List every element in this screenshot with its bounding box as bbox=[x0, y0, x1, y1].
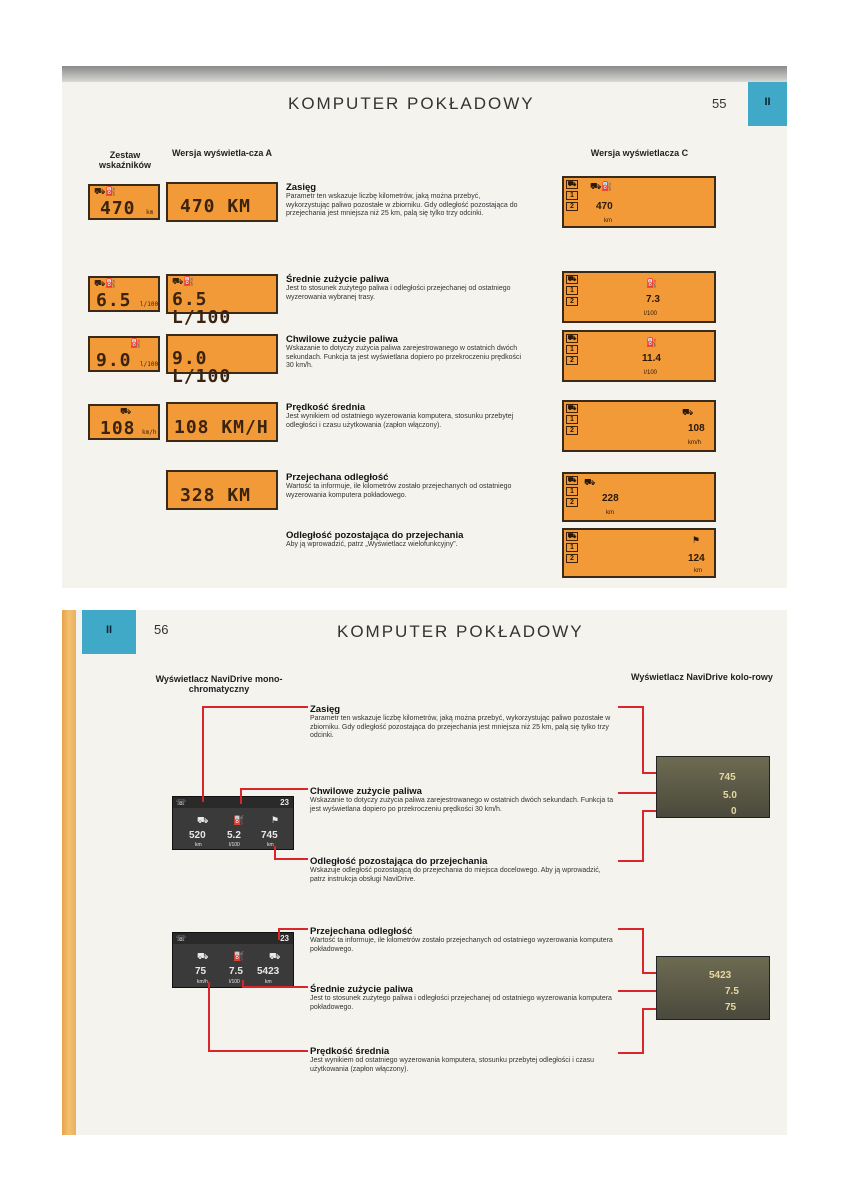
fuel-pump-icon: ⛽ bbox=[646, 278, 658, 288]
section-distance: Przejechana odległość Wartość ta informuje, ile kilometrów zostało przejechanych od ostatniego wyzerowania komputera pokładowego. bbox=[310, 926, 613, 953]
chapter-tab: II bbox=[82, 610, 136, 654]
fuel-pump-icon: ⛽ bbox=[130, 339, 142, 349]
page-title: KOMPUTER POKŁADOWY bbox=[337, 622, 584, 641]
version-c-display-distance: ⛟ 1 2 ⛟ 228 km bbox=[562, 472, 716, 522]
page-title: KOMPUTER POKŁADOWY bbox=[288, 94, 535, 113]
car-fuel-icon: ⛟⛽ bbox=[590, 181, 613, 191]
column-head-version-a: Wersja wyświetla-cza A bbox=[171, 148, 273, 158]
version-a-display-current-consumption: 9.0 L/100 bbox=[166, 334, 278, 374]
version-a-display-range: 470 KM bbox=[166, 182, 278, 222]
color-display-2: 5423 7.5 75 bbox=[656, 956, 770, 1020]
section-remaining-distance: Odległość pozostająca do przejechania Aby ją wprowadzić, patrz „Wyświetlacz wielofunkcyjny”. bbox=[286, 530, 464, 548]
car-icon: ⛟ bbox=[567, 477, 577, 484]
version-c-display-current-consumption: ⛟ 1 2 ⛽ 11.4 l/100 bbox=[562, 330, 716, 382]
mono-display-2: ☏ 23 75 7.5 5423 km/h l/100 km ⛟ ⛽ ⛟ bbox=[172, 932, 294, 988]
cluster-display-current-consumption: ⛽ 9.0 l/100 bbox=[88, 336, 160, 372]
cluster-display-avg-consumption: ⛟⛽ 6.5 l/100 bbox=[88, 276, 160, 312]
phone-icon: ☏ bbox=[176, 934, 187, 943]
page-number: 56 bbox=[154, 622, 169, 637]
section-avg-consumption: Średnie zużycie paliwa Jest to stosunek zużytego paliwa i odległości przejechanej od ostatniego wyzerowania wybranej trasy. bbox=[286, 274, 511, 301]
flag-icon: ⚑ bbox=[271, 815, 280, 825]
column-head-color: Wyświetlacz NaviDrive kolo-rowy bbox=[631, 672, 773, 682]
car-fuel-icon: ⛟⛽ bbox=[94, 279, 117, 289]
leader-line bbox=[642, 810, 644, 862]
leader-line bbox=[618, 792, 656, 794]
section-remaining-distance: Odległość pozostająca do przejechania Wskazuje odległość pozostającą do przejechania do miejsca docelowego. Aby ją wprowadzić, patrz instrukcja obsługi NaviDrive. bbox=[310, 856, 601, 883]
leader-line bbox=[642, 972, 656, 974]
car-icon: ⛟ bbox=[682, 407, 694, 417]
version-c-display-remaining: ⛟ 1 2 ⚑ 124 km bbox=[562, 528, 716, 578]
manual-page-56 bbox=[62, 610, 787, 1135]
car-fuel-icon: ⛟⛽ bbox=[94, 187, 117, 197]
section-avg-consumption: Średnie zużycie paliwa Jest to stosunek zużytego paliwa i odległości przejechanej od ostatniego wyzerowania komputera pokładowego. bbox=[310, 984, 612, 1011]
chapter-tab: II bbox=[748, 82, 787, 126]
leader-line bbox=[240, 788, 308, 790]
leader-line bbox=[208, 982, 210, 1052]
column-head-version-c: Wersja wyświetlacza C bbox=[590, 148, 689, 158]
cluster-display-avg-speed: ⛟ 108 km/h bbox=[88, 404, 160, 440]
flag-icon: ⚑ bbox=[692, 535, 701, 545]
fuel-pump-icon: ⛽ bbox=[233, 951, 245, 961]
car-icon: ⛟ bbox=[584, 477, 596, 487]
fuel-pump-icon: ⛽ bbox=[233, 815, 245, 825]
leader-line bbox=[618, 860, 644, 862]
leader-line bbox=[618, 990, 656, 992]
version-a-display-avg-consumption: ⛟⛽ 6.5 L/100 bbox=[166, 274, 278, 314]
leader-line bbox=[274, 858, 308, 860]
leader-line bbox=[642, 810, 656, 812]
leader-line bbox=[202, 706, 204, 802]
leader-line bbox=[242, 986, 308, 988]
car-icon: ⛟ bbox=[120, 407, 132, 417]
color-display-1: 745 5.0 0 bbox=[656, 756, 770, 818]
car-icon: ⛟ bbox=[567, 405, 577, 412]
section-range: Zasięg Parametr ten wskazuje liczbę kilometrów, jaką można przebyć, wykorzystując paliwo pozostałe w zbiorniku. Gdy odległość pozostająca do przejechania jest mniejsza niż 25 km, palą się tylko trzy odcinki. bbox=[310, 704, 611, 739]
version-c-display-avg-consumption: ⛟ 1 2 ⛽ 7.3 l/100 bbox=[562, 271, 716, 323]
car-icon: ⛟ bbox=[567, 335, 577, 342]
leader-line bbox=[618, 706, 644, 708]
column-head-cluster: Zestaw wskaźników bbox=[98, 150, 152, 170]
leader-line bbox=[642, 706, 644, 774]
leader-line bbox=[618, 928, 644, 930]
manual-page-55 bbox=[62, 66, 787, 588]
section-current-consumption: Chwilowe zużycie paliwa Wskazanie to dotyczy zużycia paliwa zarejestrowanego w ostatnich dwóch sekundach. Funkcja ta jest wyświetlana dopiero po przekroczeniu prędkości 30 km/h. bbox=[286, 334, 522, 369]
car-fuel-icon: ⛟⛽ bbox=[172, 277, 195, 287]
car-icon: ⛟ bbox=[197, 815, 209, 825]
cluster-display-range: ⛟⛽ 470 km bbox=[88, 184, 160, 220]
leader-line bbox=[278, 928, 308, 930]
car-icon: ⛟ bbox=[567, 276, 577, 283]
car-icon: ⛟ bbox=[269, 951, 281, 961]
version-a-display-avg-speed: 108 KM/H bbox=[166, 402, 278, 442]
leader-line bbox=[642, 1008, 656, 1010]
leader-line bbox=[274, 846, 276, 860]
phone-icon: ☏ bbox=[176, 798, 187, 807]
section-current-consumption: Chwilowe zużycie paliwa Wskazanie to dotyczy zużycia paliwa zarejestrowanego w ostatnich dwóch sekundach. Funkcja ta jest wyświetlana dopiero po przekroczeniu prędkości 30 km/h. bbox=[310, 786, 614, 813]
page-top-shadow bbox=[62, 66, 787, 82]
mono-display-1: ☏ 23 520 5.2 745 km l/100 km ⛟ ⛽ ⚑ bbox=[172, 796, 294, 850]
leader-line bbox=[642, 772, 656, 774]
section-distance: Przejechana odległość Wartość ta informuje, ile kilometrów zostało przejechanych od ostatniego wyzerowania komputera pokładowego. bbox=[286, 472, 512, 499]
leader-line bbox=[642, 928, 644, 974]
section-range: Zasięg Parametr ten wskazuje liczbę kilometrów, jaką można przebyć, wykorzystując paliwo pozostałe w zbiorniku. Gdy odległość pozostająca do przejechania jest mniejsza niż 25 km, palą się tylko trzy odcinki. bbox=[286, 182, 518, 217]
version-a-display-distance: 328 KM bbox=[166, 470, 278, 510]
car-icon: ⛟ bbox=[197, 951, 209, 961]
column-head-mono: Wyświetlacz NaviDrive mono-chromatyczny bbox=[155, 674, 283, 694]
leader-line bbox=[618, 1052, 644, 1054]
section-avg-speed: Prędkość średnia Jest wynikiem od ostatniego wyzerowania komputera, stosunku przebytej odległości i czasu użytkowania (zapłon włączony). bbox=[286, 402, 514, 429]
version-c-display-avg-speed: ⛟ 1 2 ⛟ 108 km/h bbox=[562, 400, 716, 452]
car-icon: ⛟ bbox=[567, 533, 577, 540]
binding-edge bbox=[62, 610, 76, 1135]
leader-line bbox=[642, 1008, 644, 1054]
car-icon: ⛟ bbox=[567, 181, 577, 188]
fuel-pump-icon: ⛽ bbox=[646, 337, 658, 347]
version-c-display-range: ⛟ 1 2 ⛟⛽ 470 km bbox=[562, 176, 716, 228]
page-number: 55 bbox=[712, 96, 727, 111]
leader-line bbox=[208, 1050, 308, 1052]
leader-line bbox=[278, 928, 280, 940]
leader-line bbox=[242, 980, 244, 988]
leader-line bbox=[202, 706, 308, 708]
section-avg-speed: Prędkość średnia Jest wynikiem od ostatniego wyzerowania komputera, stosunku przebytej odległości i czasu użytkowania (zapłon włączony). bbox=[310, 1046, 595, 1073]
leader-line bbox=[240, 788, 242, 804]
